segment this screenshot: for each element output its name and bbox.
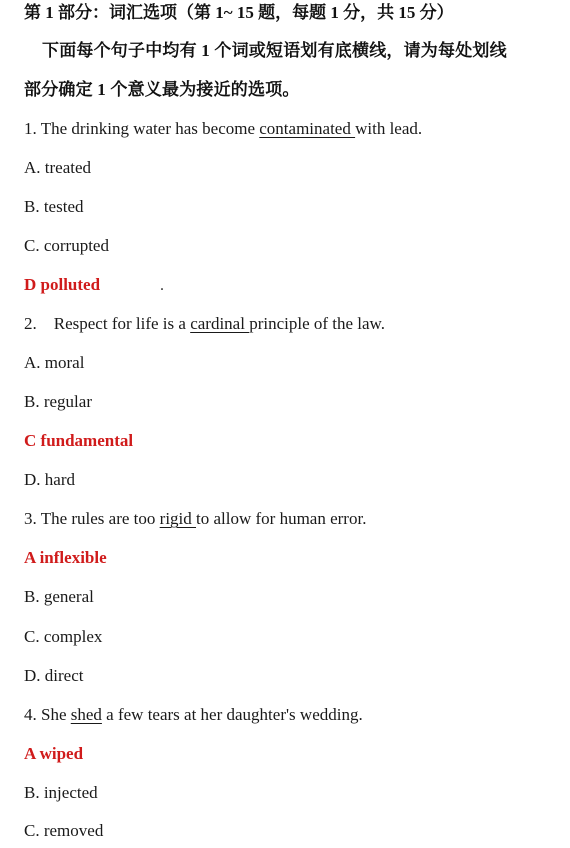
question-4-option-c: C. removed bbox=[24, 821, 104, 840]
question-1-underlined-word: contaminated bbox=[259, 119, 356, 138]
question-4-answer: A wiped bbox=[24, 744, 84, 763]
question-2-pre: 2. Respect for life is a bbox=[24, 314, 191, 333]
question-2 bbox=[24, 313, 385, 335]
question-3-option-b: B. general bbox=[24, 587, 94, 606]
question-3-option-c: C. complex bbox=[24, 627, 103, 646]
question-1-option-a: A. treated bbox=[24, 158, 92, 177]
question-2-underlined-word: cardinal bbox=[190, 314, 250, 333]
question-3-underlined-word: rigid bbox=[159, 509, 197, 528]
question-3-option-d: D. direct bbox=[24, 666, 84, 685]
question-3 bbox=[24, 508, 366, 530]
question-1-post: with lead. bbox=[355, 119, 423, 138]
question-2-option-b: B. regular bbox=[24, 392, 92, 411]
question-1-trailing-mark: . bbox=[160, 277, 164, 294]
question-1-option-c: C. corrupted bbox=[24, 236, 109, 255]
instruction-line-1: 下面每个句子中均有 1 个词或短语划有底横线，请为每处划线 bbox=[42, 41, 507, 60]
question-4-option-b: B. injected bbox=[24, 783, 98, 802]
question-1-pre: 1. The drinking water has become bbox=[24, 119, 260, 138]
question-2-answer: C fundamental bbox=[24, 431, 134, 450]
question-2-option-a: A. moral bbox=[24, 353, 85, 372]
question-4-underlined-word: shed bbox=[70, 705, 102, 724]
question-1 bbox=[24, 118, 422, 140]
question-3-answer: A inflexible bbox=[24, 548, 107, 567]
question-2-post: principle of the law. bbox=[249, 314, 385, 333]
question-1-option-b: B. tested bbox=[24, 197, 84, 216]
question-3-pre: 3. The rules are too bbox=[24, 509, 160, 528]
question-1-answer: D polluted bbox=[24, 275, 101, 294]
question-4-post: a few tears at her daughter's wedding. bbox=[101, 705, 363, 724]
question-3-post: to allow for human error. bbox=[196, 509, 367, 528]
question-4 bbox=[24, 704, 363, 726]
section-title: 第 1 部分：词汇选项（第 1~ 15 题，每题 1 分，共 15 分） bbox=[24, 3, 454, 22]
question-2-option-d: D. hard bbox=[24, 470, 75, 489]
instruction-line-2: 部分确定 1 个意义最为接近的选项。 bbox=[24, 80, 300, 99]
question-4-pre: 4. She bbox=[24, 705, 71, 724]
